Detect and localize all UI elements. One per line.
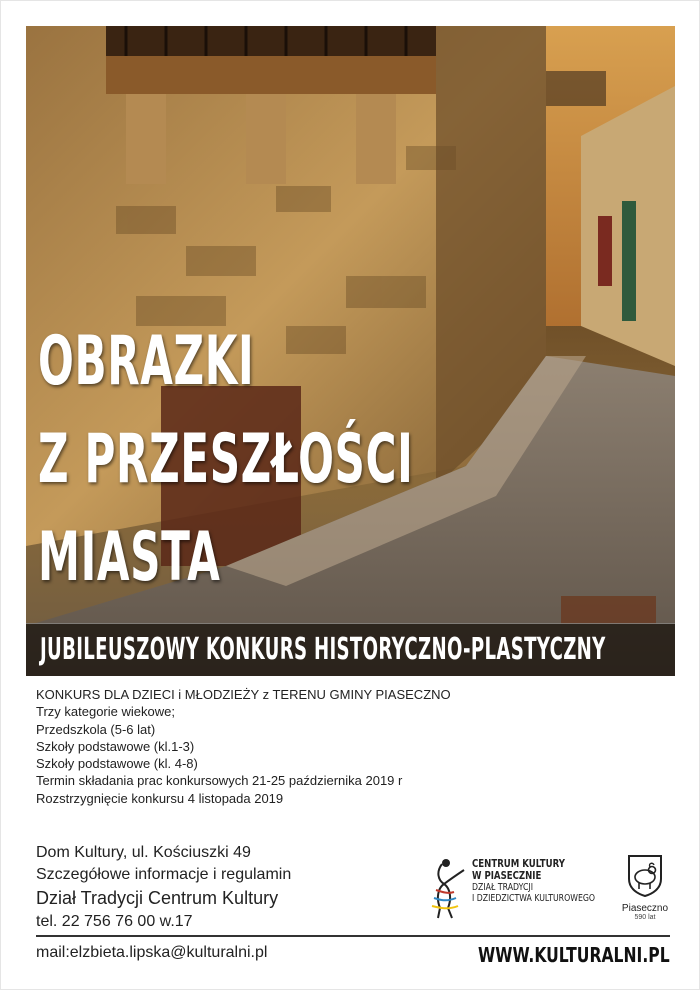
- info-line: Trzy kategorie wiekowe;: [36, 704, 175, 720]
- centrum-line-4: I DZIEDZICTWA KULTUROWEGO: [472, 893, 596, 904]
- info-line: KONKURS DLA DZIECI i MŁODZIEŻY z TERENU GMINY PIASECZNO: [36, 687, 451, 702]
- phone: tel. 22 756 76 00 w.17: [36, 913, 193, 930]
- ram-crest-icon: [626, 853, 664, 897]
- info-line: Szkoły podstawowe (kl. 4-8): [36, 756, 198, 772]
- piaseczno-years: 590 lat: [634, 914, 656, 921]
- department: Dział Tradycji Centrum Kultury: [36, 888, 279, 908]
- info-line: Rozstrzygnięcie konkursu 4 listopada 2019: [36, 790, 284, 806]
- street-photo: [26, 26, 675, 676]
- title-line-2: Z PRZESZŁOŚCI: [38, 420, 414, 499]
- centrum-line-2: W PIASECZNIE: [472, 869, 542, 882]
- piaseczno-name: Piaseczno: [621, 903, 669, 914]
- piaseczno-logo: [615, 853, 675, 925]
- subtitle-text: JUBILEUSZOWY KONKURS HISTORYCZNO-PLASTYCZNY: [40, 632, 606, 667]
- info-block: [36, 686, 451, 807]
- centrum-kultury-logo: [428, 858, 603, 920]
- centrum-line-1: CENTRUM KULTURY: [472, 857, 565, 870]
- contact-block: [36, 842, 291, 933]
- details-text: Szczegółowe informacje i regulamin: [36, 866, 292, 883]
- website-link[interactable]: WWW.KULTURALNI.PL: [478, 943, 670, 967]
- title-line-1: OBRAZKI: [38, 322, 255, 401]
- title-line-3: MIASTA: [38, 518, 221, 597]
- info-line: Przedszkola (5-6 lat): [36, 721, 156, 737]
- dancer-figure-icon: [428, 858, 468, 920]
- address: Dom Kultury, ul. Kościuszki 49: [36, 844, 251, 861]
- footer-divider: [36, 935, 670, 937]
- email-link[interactable]: mail:elzbieta.lipska@kulturalni.pl: [36, 944, 268, 961]
- info-line: Szkoły podstawowe (kl.1-3): [36, 738, 195, 754]
- centrum-line-3: DZIAŁ TRADYCJI: [472, 882, 534, 893]
- info-line: Termin składania prac konkursowych 21-25 października 2019 r: [36, 773, 403, 789]
- subtitle-banner: [26, 623, 675, 676]
